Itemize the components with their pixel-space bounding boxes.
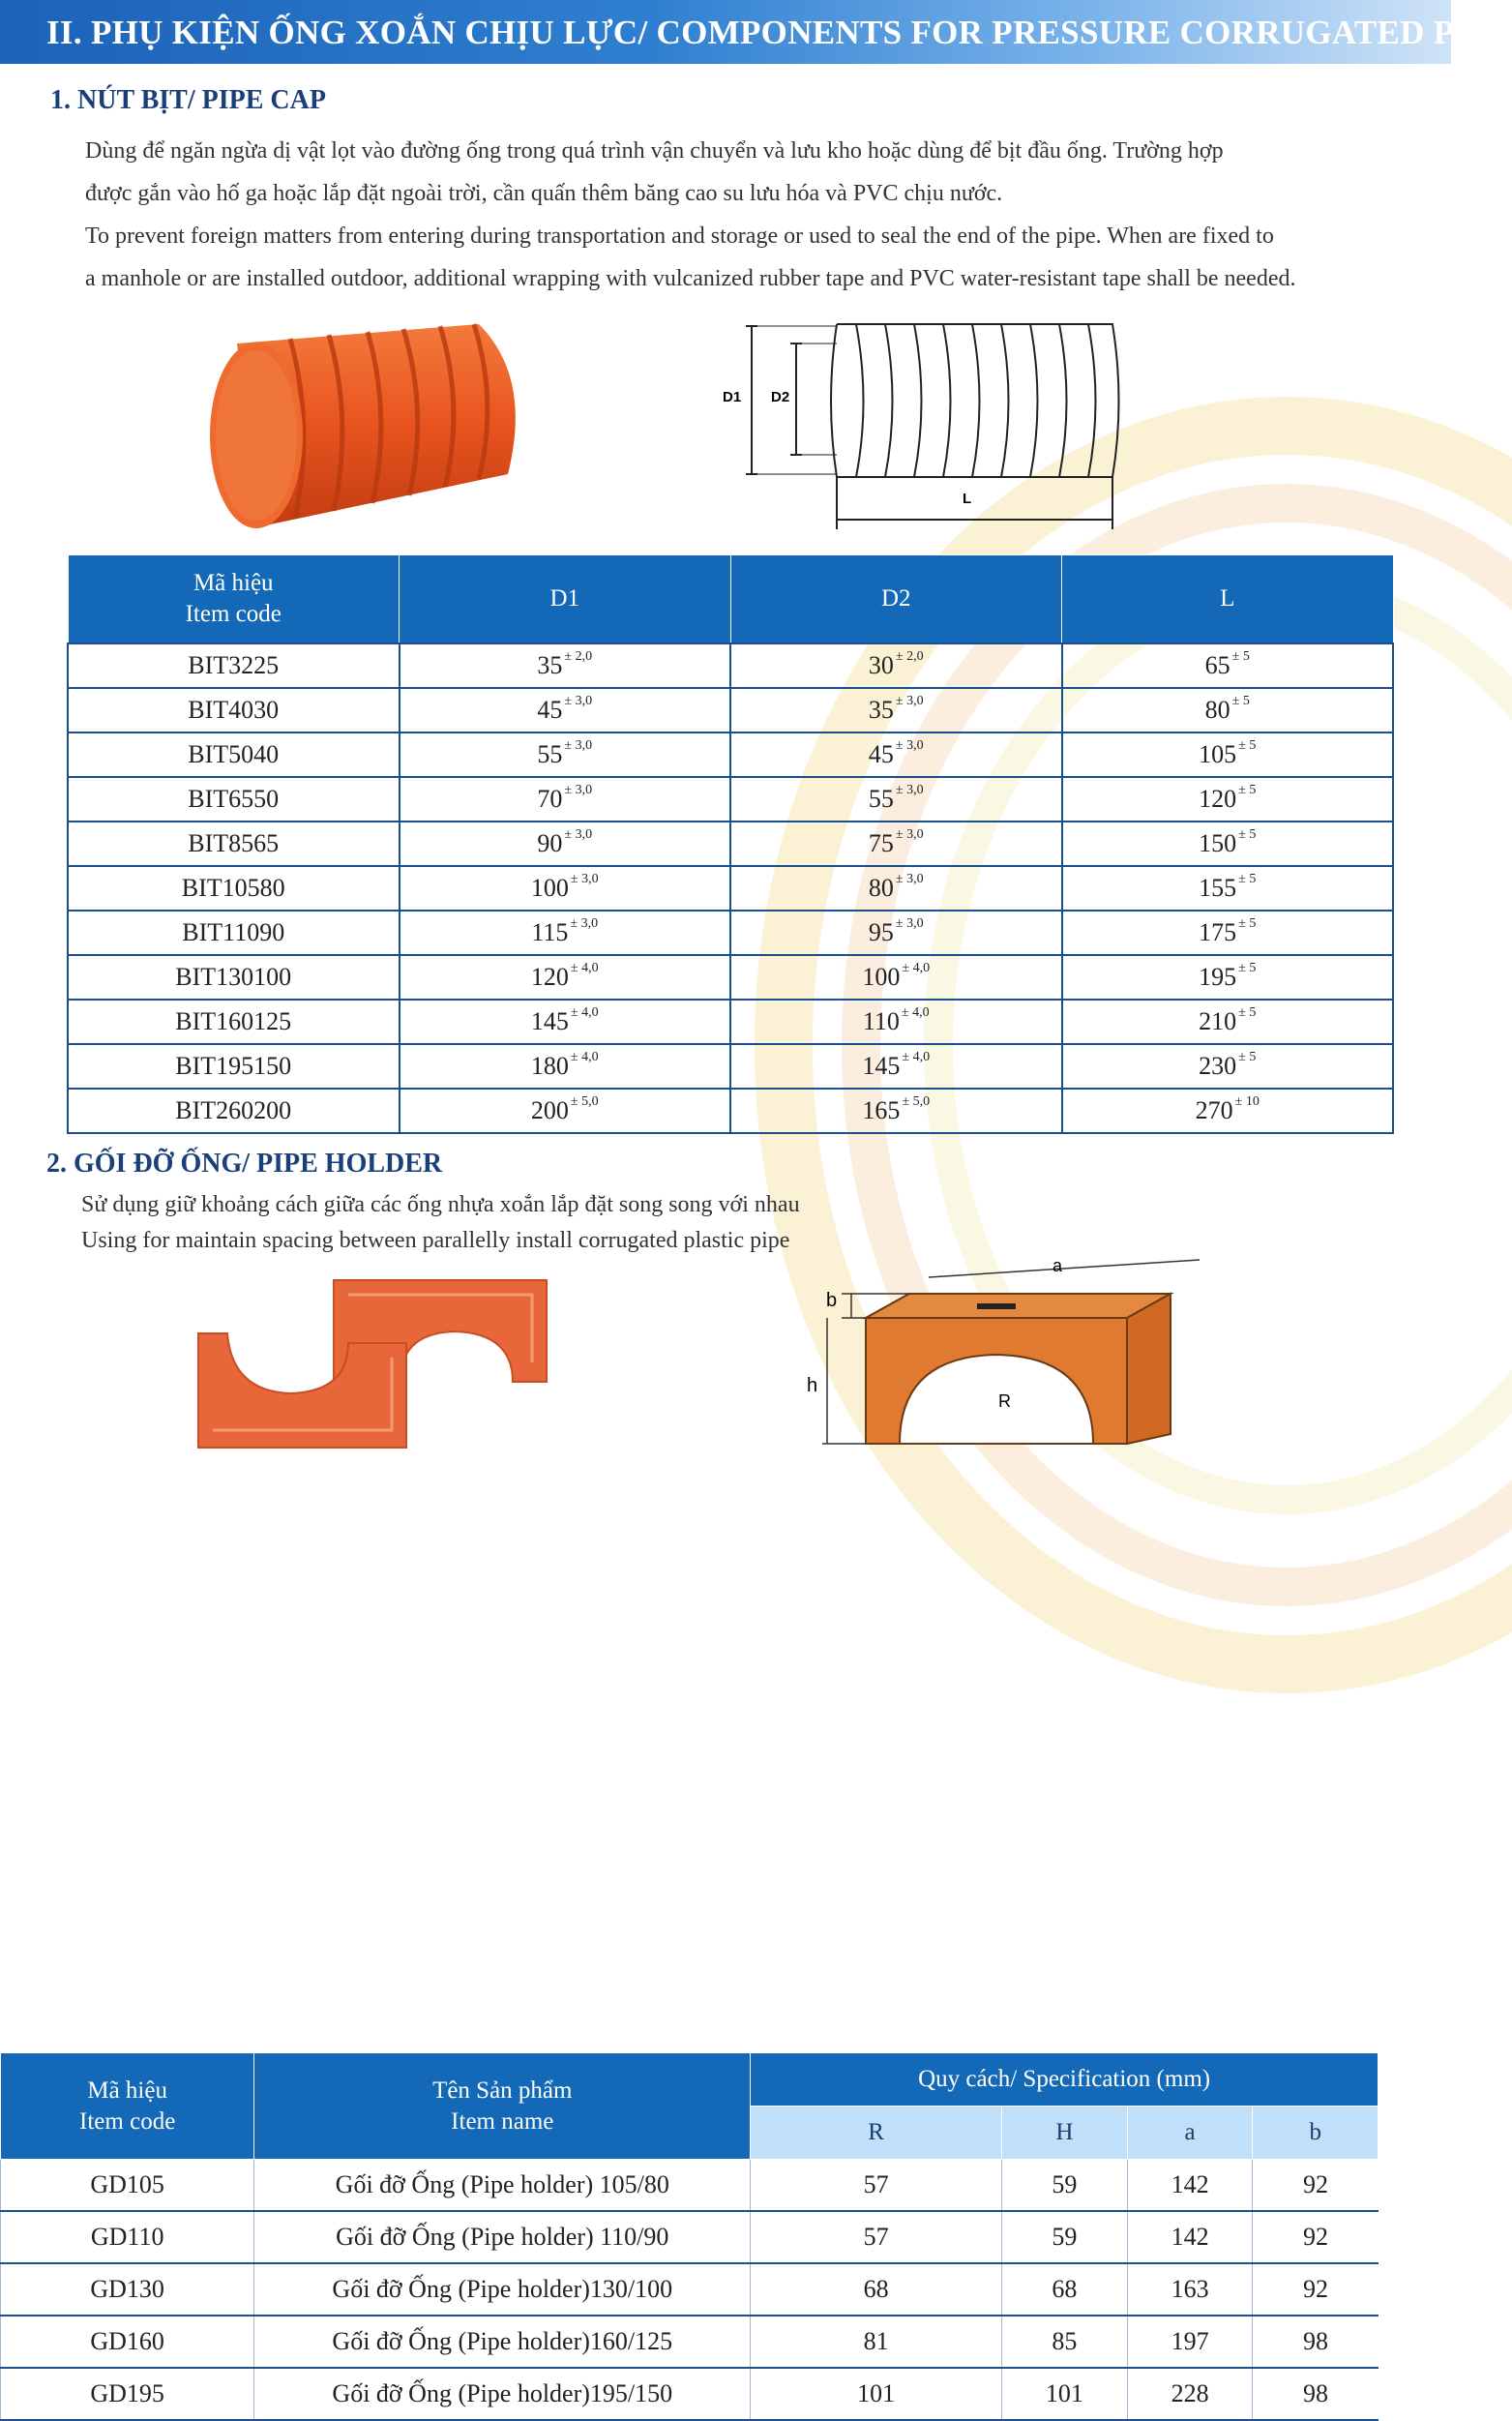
col-d2: D2 (730, 555, 1062, 644)
cell-item-code-value: BIT195150 (175, 1052, 292, 1080)
cell-d1-value: 200 (530, 1096, 569, 1124)
cell-l-value: 155 (1199, 874, 1237, 902)
cell-r: 57 (751, 2211, 1002, 2263)
cell-name: Gối đỡ Ống (Pipe holder)130/100 (254, 2263, 751, 2316)
pipe-holder-table (0, 2052, 1379, 2421)
cell-r: 101 (751, 2368, 1002, 2420)
cell-d1-value: 55 (537, 740, 563, 768)
cell-code: GD195 (1, 2368, 254, 2420)
cell-d2-value: 80 (868, 874, 894, 902)
cell-d1-value: 70 (537, 785, 563, 813)
section2-description (81, 1187, 1049, 1259)
cell-l-value: 150 (1199, 829, 1237, 857)
cell-d2-value: 165 (862, 1096, 901, 1124)
cell-d1 (400, 911, 731, 955)
cell-item-code-value: BIT8565 (188, 829, 280, 857)
label-l: L (963, 491, 972, 507)
table-row (68, 822, 1393, 866)
cell-b: 92 (1253, 2263, 1379, 2316)
section1-title: 1. NÚT BỊT/ PIPE CAP (50, 85, 326, 115)
cell-h: 59 (1002, 2211, 1128, 2263)
cell-name: Gối đỡ Ống (Pipe holder)160/125 (254, 2316, 751, 2368)
cell-l (1062, 688, 1394, 732)
cell-d1 (400, 955, 731, 1000)
cell-d2 (730, 1000, 1062, 1044)
cell-d1-tolerance: ± 3,0 (564, 738, 593, 753)
cell-item-code-value: BIT5040 (188, 740, 280, 768)
cell-d1 (400, 822, 731, 866)
table-row (68, 732, 1393, 777)
cell-d1-tolerance: ± 3,0 (570, 916, 599, 931)
cell-d2-value: 145 (862, 1052, 901, 1080)
cell-d1 (400, 688, 731, 732)
table-row (68, 688, 1393, 732)
col-item-code-en: Item code (79, 2107, 176, 2135)
cell-code: GD110 (1, 2211, 254, 2263)
cell-d2-value: 45 (868, 740, 894, 768)
cell-l-tolerance: ± 5 (1238, 872, 1257, 886)
col-a: a (1127, 2107, 1253, 2160)
label-r: R (998, 1391, 1011, 1411)
cell-d2 (730, 732, 1062, 777)
desc-vi-line-2: được gắn vào hố ga hoặc lắp đặt ngoài trời, cần quấn thêm băng cao su lưu hóa và PVC chịu nước. (85, 181, 1003, 206)
cell-d1-value: 90 (537, 829, 563, 857)
cell-b: 92 (1253, 2160, 1379, 2212)
desc-vi-line-1: Dùng để ngăn ngừa dị vật lọt vào đường ống trong quá trình vận chuyển và lưu kho hoặc dùng để bịt đầu ống. Trường hợp (85, 138, 1224, 164)
cell-l-tolerance: ± 5 (1231, 649, 1250, 664)
cell-l (1062, 1044, 1394, 1089)
cell-l-tolerance: ± 5 (1238, 827, 1257, 842)
cell-name: Gối đỡ Ống (Pipe holder) 105/80 (254, 2160, 751, 2212)
cell-item-code (68, 732, 400, 777)
cell-l (1062, 866, 1394, 911)
label-d2: D2 (771, 389, 790, 405)
cell-d2-tolerance: ± 3,0 (895, 872, 924, 886)
cell-d1-tolerance: ± 4,0 (570, 1005, 599, 1020)
cell-d1-tolerance: ± 4,0 (570, 961, 599, 975)
cell-a: 142 (1127, 2160, 1253, 2212)
cell-l (1062, 732, 1394, 777)
col-r: R (751, 2107, 1002, 2160)
table-row (68, 643, 1393, 688)
label-h: h (807, 1375, 818, 1396)
table-row (68, 777, 1393, 822)
cell-item-code (68, 643, 400, 688)
cell-l-tolerance: ± 5 (1238, 1050, 1257, 1064)
desc-en-line-2: a manhole or are installed outdoor, additional wrapping with vulcanized rubber tape and PVC water-resistant tape shall be needed. (85, 266, 1296, 291)
pipe-holder-image (193, 1275, 551, 1459)
cell-item-code (68, 1089, 400, 1133)
table-row (68, 1044, 1393, 1089)
cell-d1-value: 180 (530, 1052, 569, 1080)
cell-l-tolerance: ± 5 (1231, 694, 1250, 708)
cell-l (1062, 822, 1394, 866)
cell-item-code-value: BIT260200 (175, 1096, 292, 1124)
cell-l-value: 210 (1199, 1007, 1237, 1035)
col-item-name (254, 2053, 751, 2160)
col-item-code-en: Item code (185, 601, 282, 627)
cell-item-code-value: BIT3225 (188, 651, 280, 679)
cell-d1-tolerance: ± 3,0 (564, 694, 593, 708)
banner-title: II. PHỤ KIỆN ỐNG XOẮN CHỊU LỰC/ COMPONENTS FOR PRESSURE CORRUGATED PIPE (46, 14, 1512, 51)
cell-l-tolerance: ± 5 (1238, 783, 1257, 797)
cell-l-tolerance: ± 5 (1238, 916, 1257, 931)
table-row (1, 2211, 1379, 2263)
cell-l-tolerance: ± 10 (1234, 1094, 1260, 1109)
cell-l (1062, 955, 1394, 1000)
cell-d2 (730, 688, 1062, 732)
cell-d1-tolerance: ± 3,0 (564, 827, 593, 842)
cell-l-value: 80 (1204, 696, 1230, 724)
cell-l-tolerance: ± 5 (1238, 1005, 1257, 1020)
col-specification: Quy cách/ Specification (mm) (751, 2053, 1379, 2107)
cell-d1-tolerance: ± 3,0 (564, 783, 593, 797)
col-d1: D1 (400, 555, 731, 644)
cell-d2-tolerance: ± 2,0 (895, 649, 924, 664)
cell-d1 (400, 1000, 731, 1044)
cell-d1 (400, 777, 731, 822)
cell-d1-value: 45 (537, 696, 563, 724)
pipe-cap-diagram (723, 314, 1127, 537)
cell-d2-tolerance: ± 3,0 (895, 916, 924, 931)
col-h: H (1002, 2107, 1128, 2160)
cell-item-code (68, 911, 400, 955)
cell-item-code (68, 1000, 400, 1044)
cell-r: 57 (751, 2160, 1002, 2212)
cell-d1-value: 35 (537, 651, 563, 679)
cell-l-value: 175 (1199, 918, 1237, 946)
cell-l-value: 65 (1204, 651, 1230, 679)
cell-r: 68 (751, 2263, 1002, 2316)
cell-h: 101 (1002, 2368, 1128, 2420)
cell-b: 98 (1253, 2316, 1379, 2368)
cell-d2-value: 100 (862, 963, 901, 991)
cell-d2 (730, 643, 1062, 688)
cell-l-value: 195 (1199, 963, 1237, 991)
cell-a: 163 (1127, 2263, 1253, 2316)
cell-d1-tolerance: ± 4,0 (570, 1050, 599, 1064)
col-l: L (1062, 555, 1394, 644)
cell-d2-value: 95 (868, 918, 894, 946)
cell-h: 59 (1002, 2160, 1128, 2212)
cell-a: 228 (1127, 2368, 1253, 2420)
table-row (1, 2160, 1379, 2212)
cell-item-code-value: BIT4030 (188, 696, 280, 724)
cell-r: 81 (751, 2316, 1002, 2368)
table-row (68, 1089, 1393, 1133)
cell-d2-tolerance: ± 3,0 (895, 738, 924, 753)
cell-d2-value: 55 (868, 785, 894, 813)
cell-d2-tolerance: ± 4,0 (902, 1050, 931, 1064)
cell-d2-tolerance: ± 3,0 (895, 827, 924, 842)
cell-d2-tolerance: ± 3,0 (895, 694, 924, 708)
cell-l (1062, 643, 1394, 688)
cell-d1-tolerance: ± 3,0 (570, 872, 599, 886)
pipe-cap-image (198, 319, 537, 542)
cell-item-code-value: BIT11090 (182, 918, 285, 946)
cell-d1-value: 115 (531, 918, 569, 946)
cell-item-code-value: BIT160125 (175, 1007, 292, 1035)
cell-d2-value: 110 (862, 1007, 900, 1035)
col-item-name-vi: Tên Sản phẩm (432, 2077, 573, 2104)
col-item-code-vi: Mã hiệu (193, 570, 274, 596)
cell-code: GD130 (1, 2263, 254, 2316)
cell-b: 98 (1253, 2368, 1379, 2420)
cell-item-code-value: BIT10580 (181, 874, 285, 902)
cell-h: 85 (1002, 2316, 1128, 2368)
cell-l-tolerance: ± 5 (1238, 961, 1257, 975)
cell-d2-tolerance: ± 4,0 (902, 961, 931, 975)
cell-d2 (730, 955, 1062, 1000)
section1-description (85, 130, 1420, 300)
col-item-code (1, 2053, 254, 2160)
cell-d1-tolerance: ± 5,0 (570, 1094, 599, 1109)
cell-l-tolerance: ± 5 (1238, 738, 1257, 753)
cell-d2-value: 75 (868, 829, 894, 857)
table-row (68, 866, 1393, 911)
cell-l (1062, 1089, 1394, 1133)
cell-name: Gối đỡ Ống (Pipe holder) 110/90 (254, 2211, 751, 2263)
cell-l-value: 105 (1199, 740, 1237, 768)
col-item-code-vi: Mã hiệu (87, 2077, 167, 2104)
desc2-vi: Sử dụng giữ khoảng cách giữa các ống nhựa xoắn lắp đặt song song với nhau (81, 1192, 800, 1217)
table-row (68, 911, 1393, 955)
cell-item-code (68, 866, 400, 911)
cell-d1-value: 145 (530, 1007, 569, 1035)
cell-d2 (730, 777, 1062, 822)
cell-l (1062, 1000, 1394, 1044)
cell-d2-tolerance: ± 4,0 (901, 1005, 930, 1020)
pipe-cap-table (67, 554, 1394, 1134)
cell-name: Gối đỡ Ống (Pipe holder)195/150 (254, 2368, 751, 2420)
cell-h: 68 (1002, 2263, 1128, 2316)
col-item-code (68, 555, 400, 644)
cell-d1-value: 120 (530, 963, 569, 991)
cell-l-value: 270 (1195, 1096, 1233, 1124)
cell-d1 (400, 1089, 731, 1133)
cell-l-value: 120 (1199, 785, 1237, 813)
cell-l (1062, 777, 1394, 822)
cell-d2-value: 30 (868, 651, 894, 679)
cell-d2-tolerance: ± 5,0 (902, 1094, 931, 1109)
cell-item-code-value: BIT130100 (175, 963, 292, 991)
cell-b: 92 (1253, 2211, 1379, 2263)
table-row (1, 2316, 1379, 2368)
cell-d1 (400, 643, 731, 688)
cell-code: GD160 (1, 2316, 254, 2368)
cell-item-code (68, 1044, 400, 1089)
section-banner (0, 0, 1512, 64)
desc-en-line-1: To prevent foreign matters from entering during transportation and storage or used to seal the end of the pipe. When are fixed to (85, 224, 1274, 249)
col-item-name-en: Item name (451, 2107, 554, 2135)
cell-d1 (400, 866, 731, 911)
cell-item-code (68, 955, 400, 1000)
table-row (1, 2263, 1379, 2316)
cell-a: 142 (1127, 2211, 1253, 2263)
cell-l (1062, 911, 1394, 955)
section2-title: 2. GỐI ĐỠ ỐNG/ PIPE HOLDER (46, 1149, 443, 1179)
label-b: b (826, 1290, 838, 1311)
cell-l-value: 230 (1199, 1052, 1237, 1080)
cell-d2 (730, 911, 1062, 955)
cell-item-code (68, 777, 400, 822)
table-row (68, 955, 1393, 1000)
cell-d2 (730, 1089, 1062, 1133)
cell-d1-tolerance: ± 2,0 (564, 649, 593, 664)
cell-code: GD105 (1, 2160, 254, 2212)
pipe-holder-diagram (784, 1250, 1219, 1463)
label-d1: D1 (723, 389, 742, 405)
cell-item-code-value: BIT6550 (188, 785, 280, 813)
cell-item-code (68, 822, 400, 866)
desc2-en: Using for maintain spacing between parallelly install corrugated plastic pipe (81, 1228, 790, 1253)
cell-d2 (730, 822, 1062, 866)
cell-d1 (400, 1044, 731, 1089)
cell-item-code (68, 688, 400, 732)
cell-d1-value: 100 (530, 874, 569, 902)
label-a: a (1052, 1256, 1063, 1275)
cell-d2 (730, 866, 1062, 911)
table-row (68, 1000, 1393, 1044)
cell-a: 197 (1127, 2316, 1253, 2368)
cell-d2 (730, 1044, 1062, 1089)
col-b: b (1253, 2107, 1379, 2160)
cell-d2-value: 35 (868, 696, 894, 724)
cell-d2-tolerance: ± 3,0 (895, 783, 924, 797)
cell-d1 (400, 732, 731, 777)
table-row (1, 2368, 1379, 2420)
